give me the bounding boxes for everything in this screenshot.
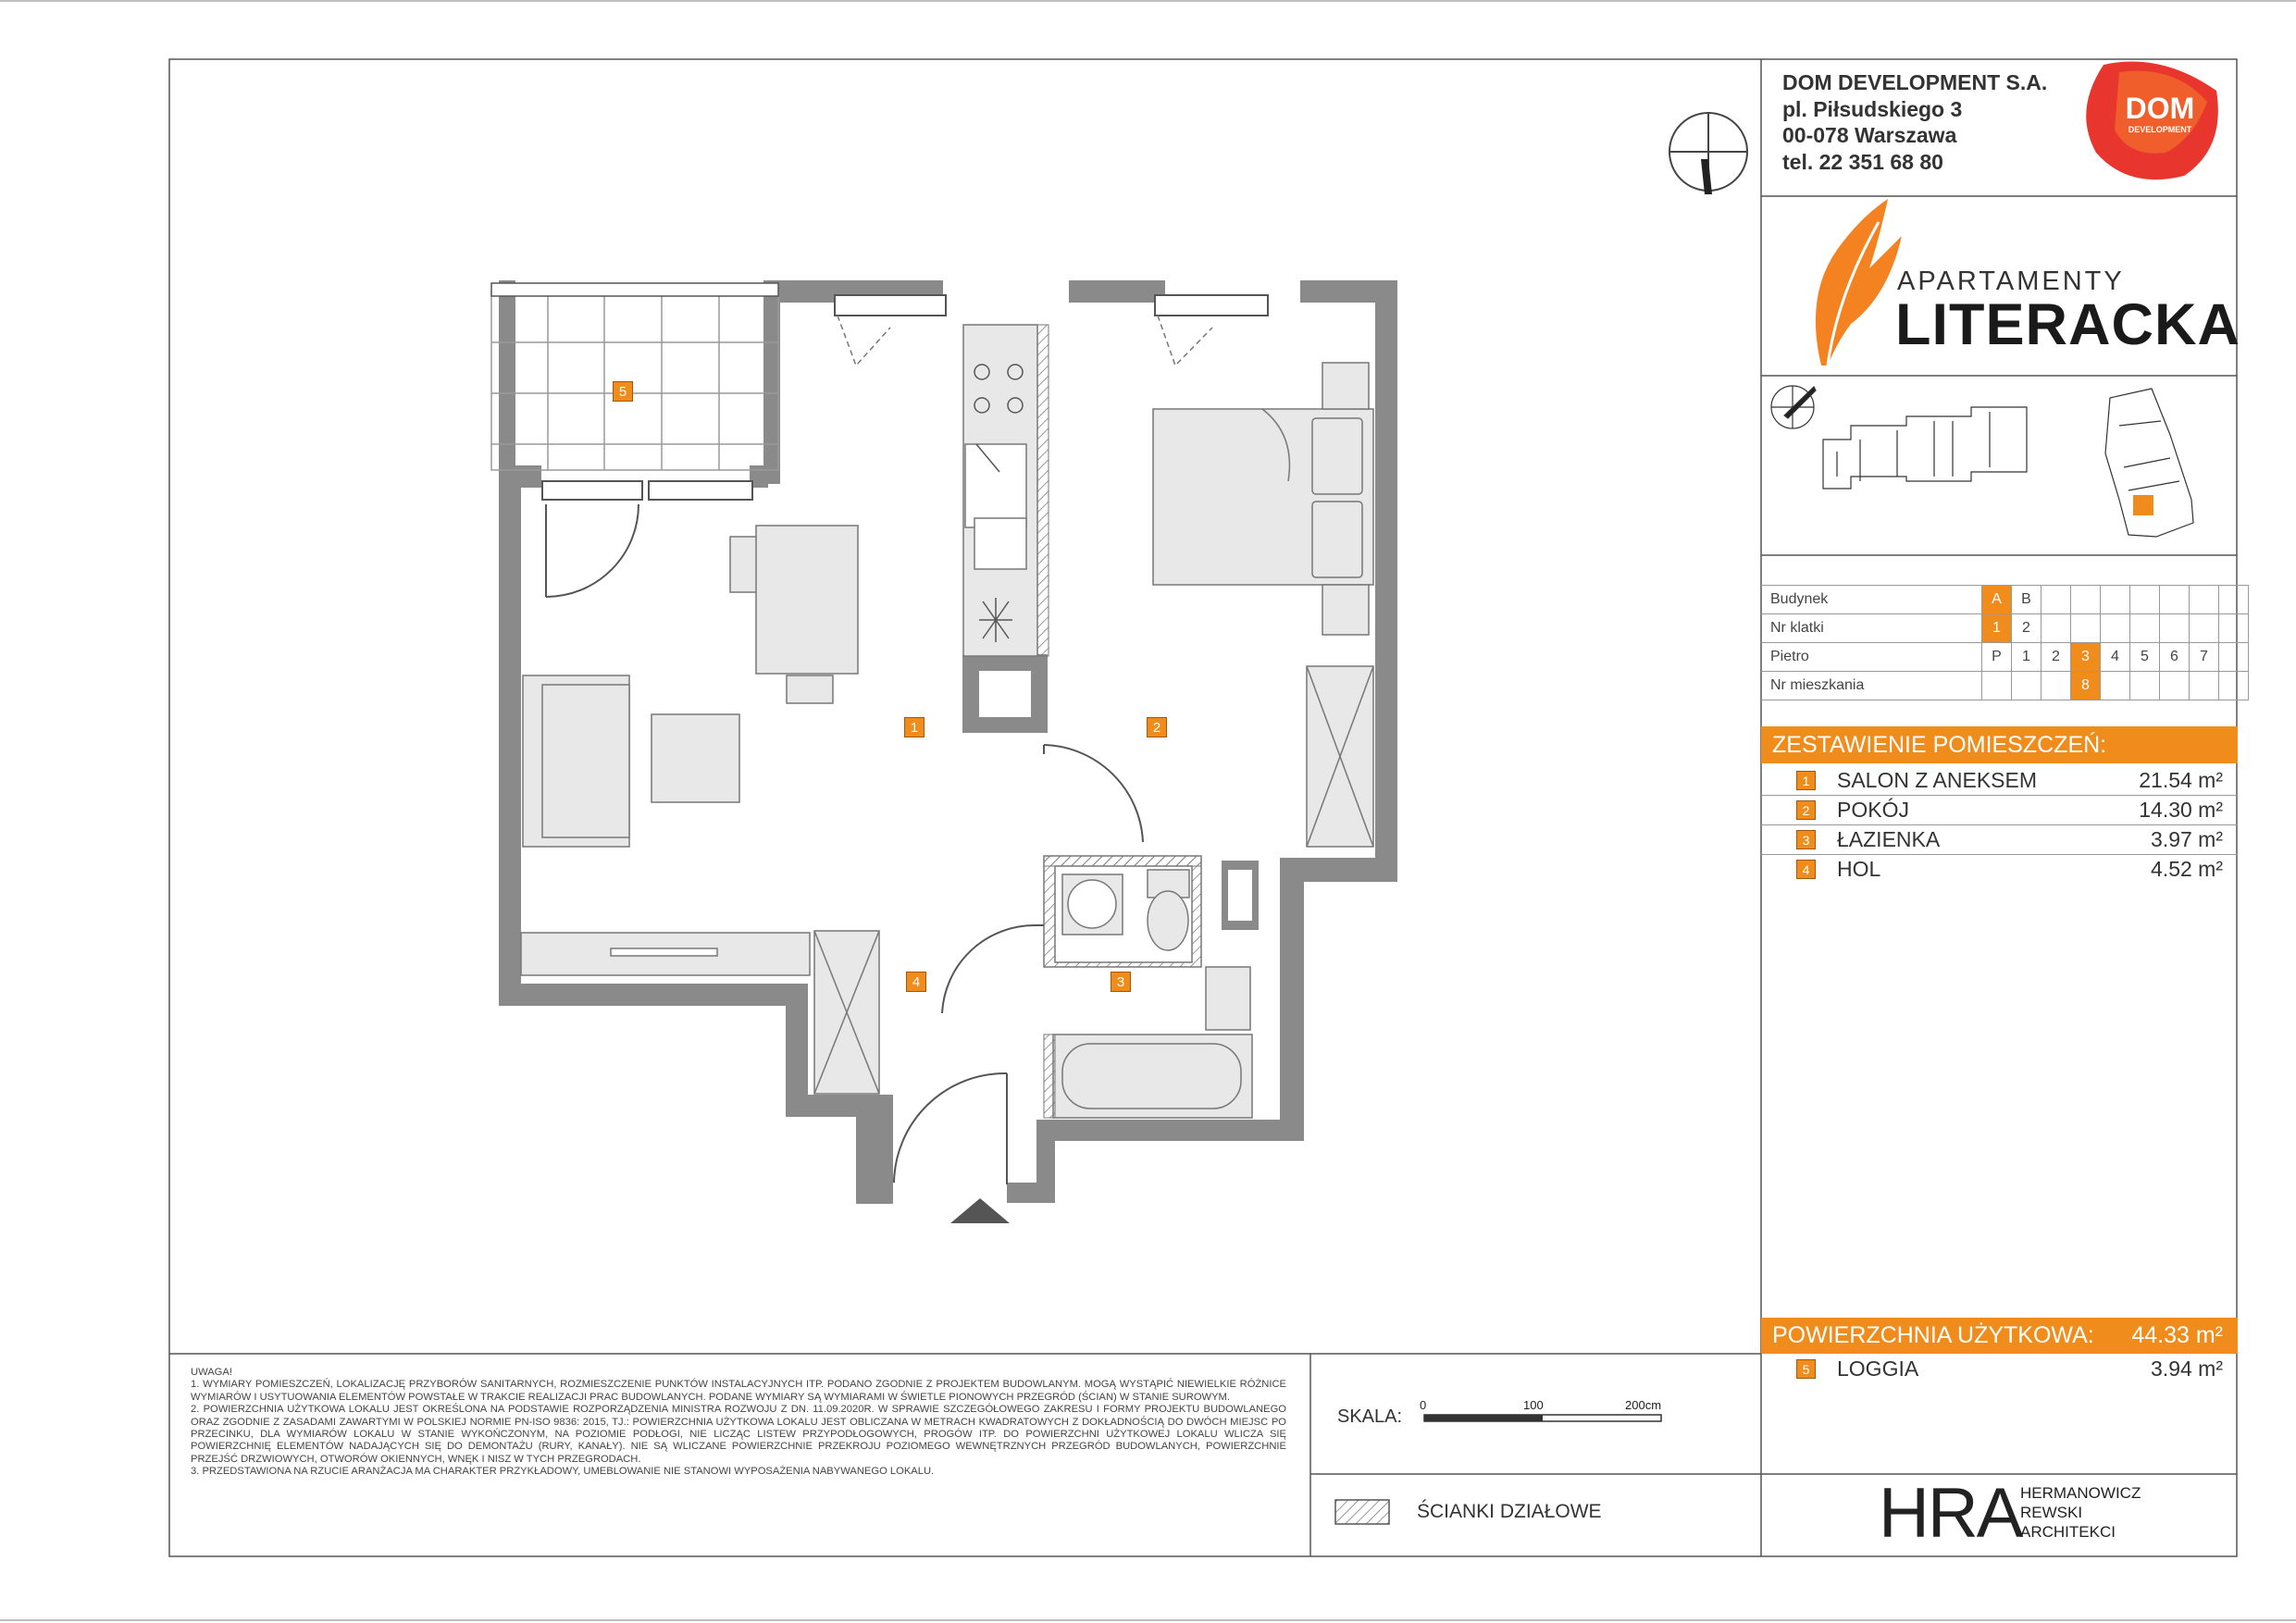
plan-room-label: 5 <box>613 381 633 402</box>
room-area: 21.54 m² <box>2139 768 2223 792</box>
unit-info-cell <box>2160 614 2190 643</box>
unit-info-cell: A <box>1982 586 2012 614</box>
company-city: 00-078 Warszawa <box>1782 123 1957 147</box>
unit-info-cell: 5 <box>2130 643 2160 672</box>
unit-info-label: Nr mieszkania <box>1761 672 1982 700</box>
unit-info-cell <box>2190 586 2219 614</box>
architect-line: REWSKI <box>2020 1504 2083 1521</box>
room-row <box>1761 824 2238 855</box>
unit-info-cell <box>2042 614 2071 643</box>
room-number-badge: 2 <box>1796 800 1816 820</box>
loggia-row <box>1761 1354 2238 1383</box>
unit-info-cell <box>2042 586 2071 614</box>
dom-logo-text: DOM <box>2125 92 2195 125</box>
unit-info-label: Pietro <box>1761 643 1982 672</box>
company-street: pl. Piłsudskiego 3 <box>1782 97 1963 121</box>
partition-legend-swatch <box>1335 1500 1389 1524</box>
unit-info-cell: 4 <box>2101 643 2130 672</box>
unit-info-cell: 6 <box>2160 643 2190 672</box>
notes-block <box>191 1367 1286 1479</box>
unit-info-row <box>1761 614 2249 643</box>
room-row <box>1761 854 2238 884</box>
unit-info-cell <box>2012 672 2042 700</box>
unit-info-cell: 7 <box>2190 643 2219 672</box>
usable-area-value: 44.33 m² <box>2131 1322 2223 1348</box>
unit-info-cell <box>2160 586 2190 614</box>
unit-info-cell: P <box>1982 643 2012 672</box>
feather-logo-icon <box>1816 199 1902 365</box>
company-name: DOM DEVELOPMENT S.A. <box>1782 70 2048 94</box>
unit-info-cell <box>2130 586 2160 614</box>
unit-info-cell <box>2101 672 2130 700</box>
note-item: 1. WYMIARY POMIESZCZEŃ, LOKALIZACJĘ PRZYBORÓW SANITARNYCH, ROZMIESZCZENIE PUNKTÓW INSTALACYJNYCH ITP. PODANO ZGODNIE Z PROJEKTEM BUDOWLANYM. MOGĄ WYSTĄPIĆ NIEWIELKIE RÓŻNICE WYMIARÓW I USYTUOWANIA ELEMENTÓW POWSTAŁE W TRAKCIE REALIZACJI PRAC BUDOWLANYCH. PODANE WYMIARY SĄ WYMIARAMI W ŚWIETLE PIONOWYCH PRZEGRÓD (ŚCIAN) W STANIE SUROWYM. <box>191 1379 1286 1403</box>
scale-tick-0: 0 <box>1420 1398 1427 1412</box>
unit-info-cell: B <box>2012 586 2042 614</box>
room-row <box>1761 795 2238 825</box>
unit-info-cell: 2 <box>2012 614 2042 643</box>
unit-info-cell <box>2219 614 2249 643</box>
plan-room-label: 4 <box>906 972 926 992</box>
room-area: 4.52 m² <box>2151 857 2223 881</box>
unit-info-cell: 1 <box>1982 614 2012 643</box>
rooms-section-title: ZESTAWIENIE POMIESZCZEŃ: <box>1761 726 2238 763</box>
unit-info-cell <box>2042 672 2071 700</box>
selected-unit-marker <box>2133 495 2153 515</box>
floor-plan <box>491 280 1397 1223</box>
unit-info-label: Budynek <box>1761 586 1982 614</box>
unit-info-cell: 8 <box>2071 672 2101 700</box>
room-number-badge: 1 <box>1796 771 1816 790</box>
room-number-badge: 5 <box>1796 1359 1816 1379</box>
unit-info-row <box>1761 586 2249 614</box>
usable-area-bar <box>1761 1318 2238 1354</box>
note-item: 2. POWIERZCHNIA UŻYTKOWA LOKALU JEST OKREŚLONA NA PODSTAWIE ROZPORZĄDZENIA MINISTRA ROZWOJU Z DN. 11.09.2020R. W SPRAWIE SZCZEGÓŁOWEGO ZAKRESU I FORMY PROJEKTU BUDOWLANEGO ORAZ ZGODNIE Z ZASADAMI ZAWARTYMI W POLSKIEJ NORMIE PN-ISO 9836: 2015, TJ.: POWIERZCHNIA UŻYTKOWA LOKALU JEST OBLICZANA W METRACH KWADRATOWYCH Z DOKŁADNOŚCIĄ DO DWÓCH MIEJSC PO PRZECINKU, DLA WYMIARÓW LOKALU W STANIE WYKOŃCZONYM, NA POZIOMIE PODŁOGI, NIE LICZĄC LISTEW PRZYPODŁOGOWYCH, PROGÓW ITP. DO POWIERZCHNI UŻYTKOWEJ LOKALU WLICZA SIĘ POWIERZCHNIĘ ELEMENTÓW NADAJĄCYCH SIĘ DO DEMONTAŻU (RURY, KANAŁY). NIE SĄ WLICZANE POWIERZCHNIE PRZEKROJU POZIOMEGO WEWNĘTRZNYCH PRZEGRÓD BUDOWLANYCH, POWIERZCHNIE PRZEJŚĆ DRZWIOWYCH, OTWORÓW OKIENNYCH, WNĘK I NISZ W TYCH PRZEGRODACH. <box>191 1404 1286 1465</box>
unit-info-cell <box>2101 586 2130 614</box>
wardrobe-bedroom <box>1307 666 1373 847</box>
unit-info-cell <box>2190 672 2219 700</box>
room-number-badge: 4 <box>1796 860 1816 879</box>
plan-room-label: 3 <box>1111 972 1131 992</box>
dom-logo-subtext: DEVELOPMENT <box>2128 125 2192 134</box>
room-row <box>1761 765 2238 796</box>
unit-info-cell <box>2219 586 2249 614</box>
unit-info-label: Nr klatki <box>1761 614 1982 643</box>
unit-info-cell <box>2160 672 2190 700</box>
unit-info-cell <box>1982 672 2012 700</box>
loggia-area <box>491 291 778 470</box>
room-name: LOGGIA <box>1837 1357 1919 1381</box>
bed <box>1153 363 1373 635</box>
usable-area-label: POWIERZCHNIA UŻYTKOWA: <box>1772 1322 2094 1348</box>
room-name: ŁAZIENKA <box>1837 827 1941 851</box>
room-name: POKÓJ <box>1837 798 1909 822</box>
unit-info-table <box>1761 585 2249 700</box>
unit-info-cell: 3 <box>2071 643 2101 672</box>
architect-name <box>2020 1483 2141 1542</box>
room-area: 3.97 m² <box>2151 827 2223 851</box>
hra-logo: HRA <box>1879 1474 2022 1553</box>
architect-line: HERMANOWICZ <box>2020 1484 2141 1502</box>
building-key-plan <box>1771 386 2193 537</box>
room-name: HOL <box>1837 857 1881 881</box>
room-area: 3.94 m² <box>2151 1357 2223 1381</box>
unit-info-cell <box>2071 586 2101 614</box>
unit-info-cell <box>2101 614 2130 643</box>
scale-tick-200: 200cm <box>1625 1398 1662 1412</box>
unit-info-row <box>1761 643 2249 672</box>
project-name-bottom: LITERACKA <box>1895 292 2240 357</box>
unit-info-cell <box>2071 614 2101 643</box>
room-number-badge: 3 <box>1796 830 1816 849</box>
plan-room-label: 2 <box>1147 717 1167 737</box>
unit-info-cell <box>2130 672 2160 700</box>
unit-info-cell <box>2190 614 2219 643</box>
notes-heading: UWAGA! <box>191 1367 232 1378</box>
unit-info-row <box>1761 672 2249 700</box>
unit-info-cell <box>2219 643 2249 672</box>
unit-info-cell <box>2219 672 2249 700</box>
scale-label: SKALA: <box>1337 1406 1403 1427</box>
unit-info-cell: 2 <box>2042 643 2071 672</box>
note-item: 3. PRZEDSTAWIONA NA RZUCIE ARANŻACJA MA CHARAKTER PRZYKŁADOWY, UMEBLOWANIE NIE STANOWI WYPOSAŻENIA NABYWANEGO LOKALU. <box>191 1466 935 1478</box>
scale-tick-100: 100 <box>1523 1398 1544 1412</box>
scale-bar <box>1424 1415 1661 1421</box>
legend-partition-label: ŚCIANKI DZIAŁOWE <box>1417 1501 1602 1522</box>
north-arrow-icon <box>1669 113 1747 194</box>
armchair <box>652 714 739 802</box>
room-name: SALON Z ANEKSEM <box>1837 768 2038 792</box>
unit-info-cell <box>2130 614 2160 643</box>
room-area: 14.30 m² <box>2139 798 2223 822</box>
plan-room-label: 1 <box>904 717 925 737</box>
architect-line: ARCHITEKCI <box>2020 1523 2116 1541</box>
project-name-top: APARTAMENTY <box>1897 266 2125 296</box>
entrance-arrow-icon <box>950 1198 1010 1223</box>
company-phone: tel. 22 351 68 80 <box>1782 150 1943 174</box>
unit-info-cell: 1 <box>2012 643 2042 672</box>
